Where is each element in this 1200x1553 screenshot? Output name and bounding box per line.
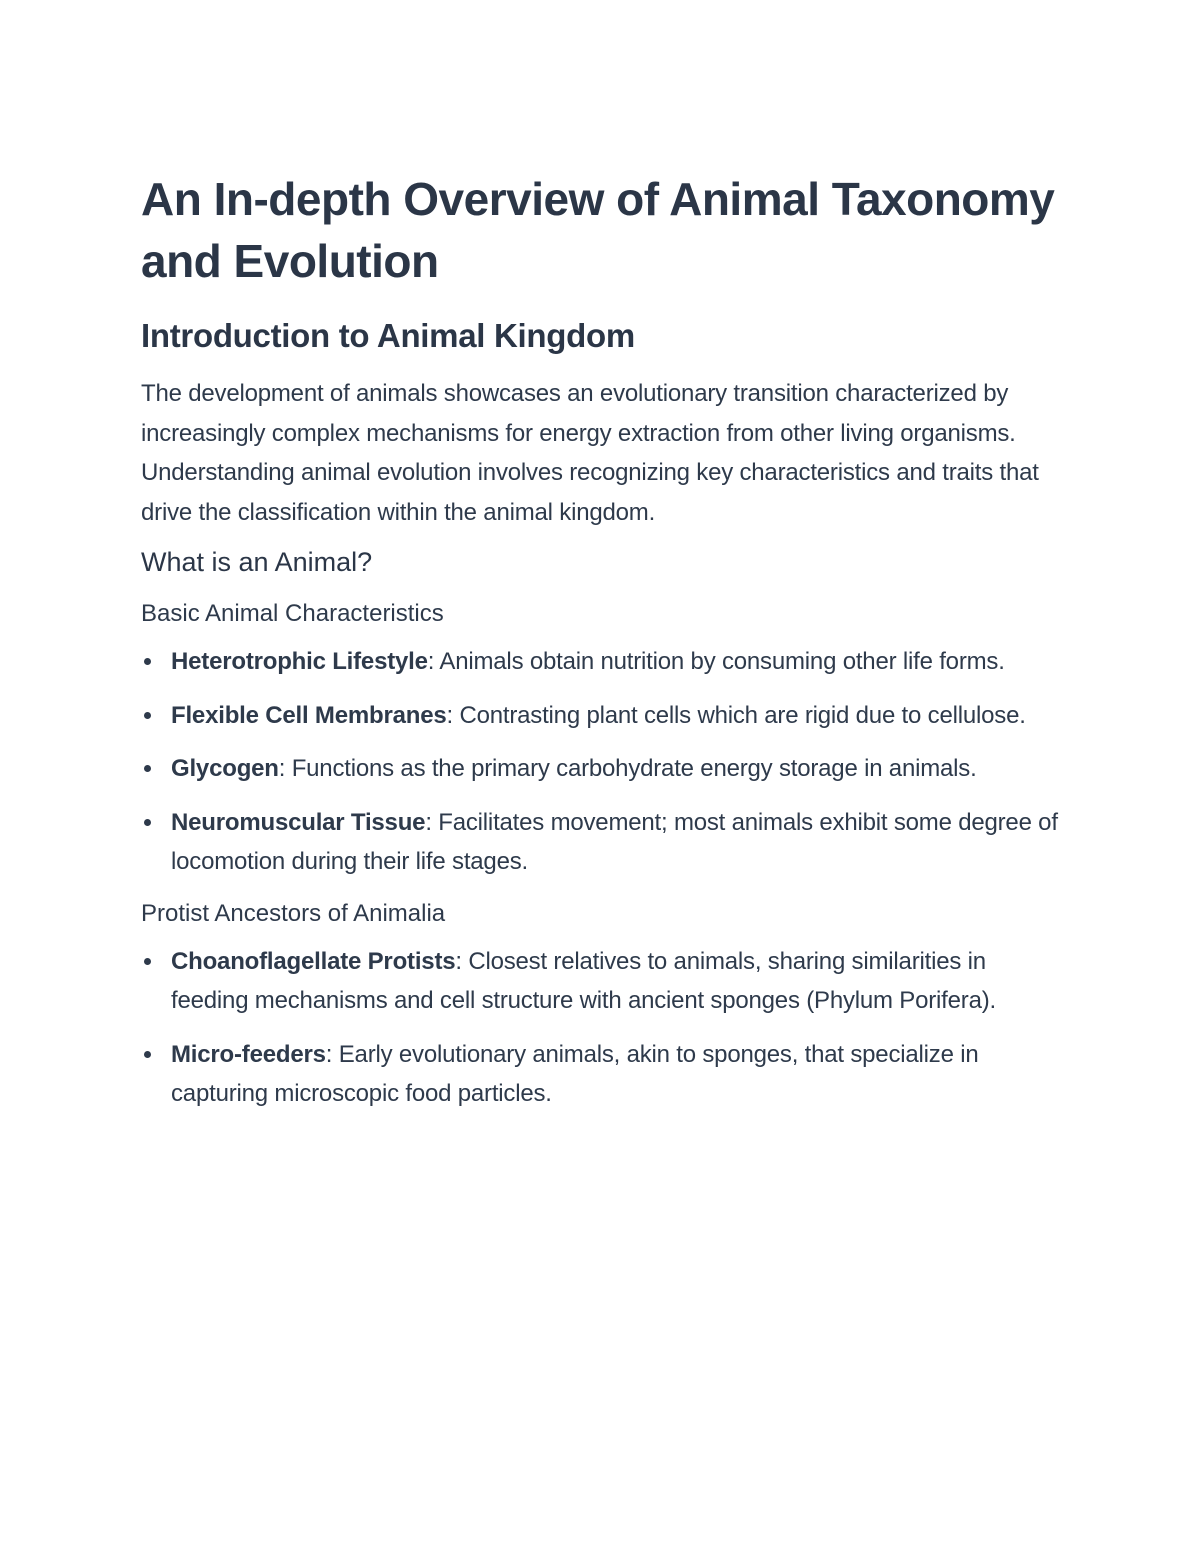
list-item-term: Flexible Cell Membranes <box>171 701 447 729</box>
bullet-icon <box>144 765 151 772</box>
bullet-icon <box>144 712 151 719</box>
list-item <box>141 942 1061 1021</box>
protist-ancestors-heading: Protist Ancestors of Animalia <box>141 899 446 927</box>
list-item-text: : Functions as the primary carbohydrate energy storage in animals. <box>278 755 977 782</box>
what-is-animal-heading: What is an Animal? <box>141 547 373 577</box>
list-item-term: Choanoflagellate Protists <box>171 947 456 975</box>
bullet-icon <box>144 1051 151 1058</box>
bullet-icon <box>144 958 151 965</box>
list-item <box>141 803 1061 882</box>
document-page <box>141 168 1061 1128</box>
list-item-text: : Contrasting plant cells which are rigid due to cellulose. <box>446 701 1026 729</box>
basic-characteristics-list <box>141 642 1061 882</box>
basic-characteristics-heading: Basic Animal Characteristics <box>141 600 444 627</box>
list-item-text: : Facilitates movement; most animals exhibit some degree of locomotion during their life stages. <box>171 808 1058 875</box>
list-item-term: Neuromuscular Tissue <box>171 808 426 836</box>
protist-ancestors-list <box>141 942 1061 1114</box>
intro-heading: Introduction to Animal Kingdom <box>141 317 635 354</box>
list-item-term: Micro-feeders <box>171 1040 326 1068</box>
list-item <box>141 696 1061 736</box>
list-item <box>141 1035 1061 1114</box>
list-item-text: : Animals obtain nutrition by consuming other life forms. <box>427 648 1005 675</box>
list-item-text: : Closest relatives to animals, sharing similarities in feeding mechanisms and cell structure with ancient sponges (Phylum Porifera). <box>171 947 996 1014</box>
list-item-term: Glycogen <box>171 755 279 782</box>
intro-paragraph: The development of animals showcases an evolutionary transition characterized by increasingly complex mechanisms for energy extraction from other living organisms. Understanding animal evolution involves recognizing key characteristics and traits that drive the classification within the animal kingdom. <box>141 380 1039 526</box>
document-title: An In-depth Overview of Animal Taxonomy and Evolution <box>141 173 1055 287</box>
list-item <box>141 749 1061 789</box>
list-item-term: Heterotrophic Lifestyle <box>171 648 428 675</box>
list-item-text: : Early evolutionary animals, akin to sponges, that specialize in capturing microscopic food particles. <box>171 1040 979 1107</box>
bullet-icon <box>144 658 151 665</box>
list-item <box>141 642 1061 682</box>
bullet-icon <box>144 819 151 826</box>
